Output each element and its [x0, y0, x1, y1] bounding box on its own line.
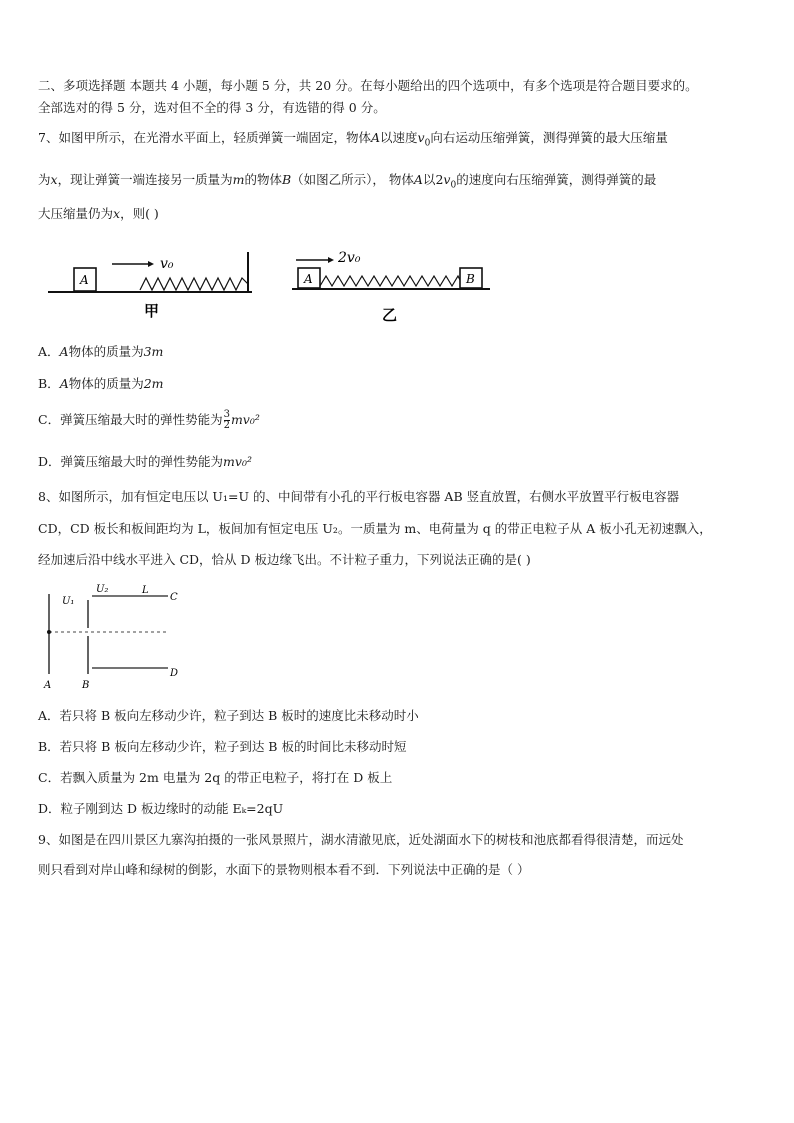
section-heading: 二、多项选择题 本题共 4 小题，每小题 5 分，共 20 分。在每小题给出的四个选项中，有多个选项是符合题目要求的。 [38, 78, 698, 93]
spring-left [140, 278, 248, 290]
q7-option-b[interactable]: B．A物体的质量为2m [38, 376, 164, 391]
q7-option-d[interactable]: D．弹簧压缩最大时的弹性势能为mv₀² [38, 454, 252, 469]
figure-label-yi: 乙 [382, 306, 398, 324]
q9-stem-line2: 则只看到对岸山峰和绿树的倒影，水面下的景物则根本看不到．下列说法中正确的是（ ） [38, 862, 530, 877]
figure-label-jia: 甲 [144, 302, 160, 320]
spring-right [320, 276, 460, 286]
svg-text:U₁: U₁ [62, 596, 75, 607]
fraction-3-2: $\frac{3}{2}$ [223, 409, 230, 431]
q8-option-c[interactable]: C．若飘入质量为 2m 电量为 2q 的带正电粒子，将打在 D 板上 [38, 770, 393, 785]
svg-text:D: D [170, 668, 179, 679]
q8-option-b[interactable]: B．若只将 B 板向左移动少许，粒子到达 B 板的时间比未移动时短 [38, 739, 407, 754]
q8-stem-line2: CD，CD 板长和板间距均为 L，板间加有恒定电压 U₂。一质量为 m、电荷量为 q 的带正电粒子从 A 板小孔无初速飘入， [38, 521, 712, 536]
block-a-left-label: A [80, 273, 89, 287]
block-b-right-label: B [466, 272, 475, 286]
velocity-2v0-label: 2v₀ [338, 250, 361, 266]
q8-stem-line1: 8、如图所示，加有恒定电压以 U₁=U 的、中间带有小孔的平行板电容器 AB 竖直放置，右侧水平放置平行板电容器 [38, 489, 680, 504]
svg-text:C: C [170, 592, 178, 603]
section-scoring: 全部选对的得 5 分，选对但不全的得 3 分，有选错的得 0 分。 [38, 100, 386, 115]
svg-text:U₂: U₂ [96, 584, 109, 595]
svg-text:A: A [44, 680, 52, 691]
q7-stem-line3: 大压缩量仍为x，则( ) [38, 206, 159, 221]
svg-text:L: L [142, 585, 149, 596]
q7-option-c[interactable]: C．弹簧压缩最大时的弹性势能为 $\frac{3}{2}$ mv₀² [38, 409, 260, 431]
q8-option-a[interactable]: A．若只将 B 板向左移动少许，粒子到达 B 板时的速度比未移动时小 [38, 708, 419, 723]
q8-stem-line3: 经加速后沿中线水平进入 CD，恰从 D 板边缘飞出。不计粒子重力，下列说法正确的是( ) [38, 552, 531, 567]
velocity-v0-label: v₀ [160, 256, 174, 272]
svg-text:B: B [82, 680, 90, 691]
var-v0: v [417, 130, 425, 145]
var-a: A [370, 130, 380, 145]
q8-capacitor-figure [36, 584, 196, 694]
block-a-right-label: A [304, 272, 313, 286]
q7-stem-line1: 7、如图甲所示，在光滑水平面上，轻质弹簧一端固定，物体A以速度$v_0$向右运动压缩弹簧，测得弹簧的最大压缩量 [38, 130, 668, 149]
q8-option-d[interactable]: D．粒子刚到达 D 板边缘时的动能 Eₖ=2qU [38, 801, 284, 816]
q7-spring-figure [40, 244, 500, 324]
q7-option-a[interactable]: A．A物体的质量为3m [38, 344, 164, 359]
q7-stem-line2: 为x，现让弹簧一端连接另一质量为m的物体B（如图乙所示）， 物体A以$2v_0$的速度向右压缩弹簧，测得弹簧的最 [38, 172, 657, 191]
q9-stem-line1: 9、如图是在四川景区九寨沟拍摄的一张风景照片，湖水清澈见底，近处湖面水下的树枝和池底都看得很清楚，而远处 [38, 832, 684, 847]
